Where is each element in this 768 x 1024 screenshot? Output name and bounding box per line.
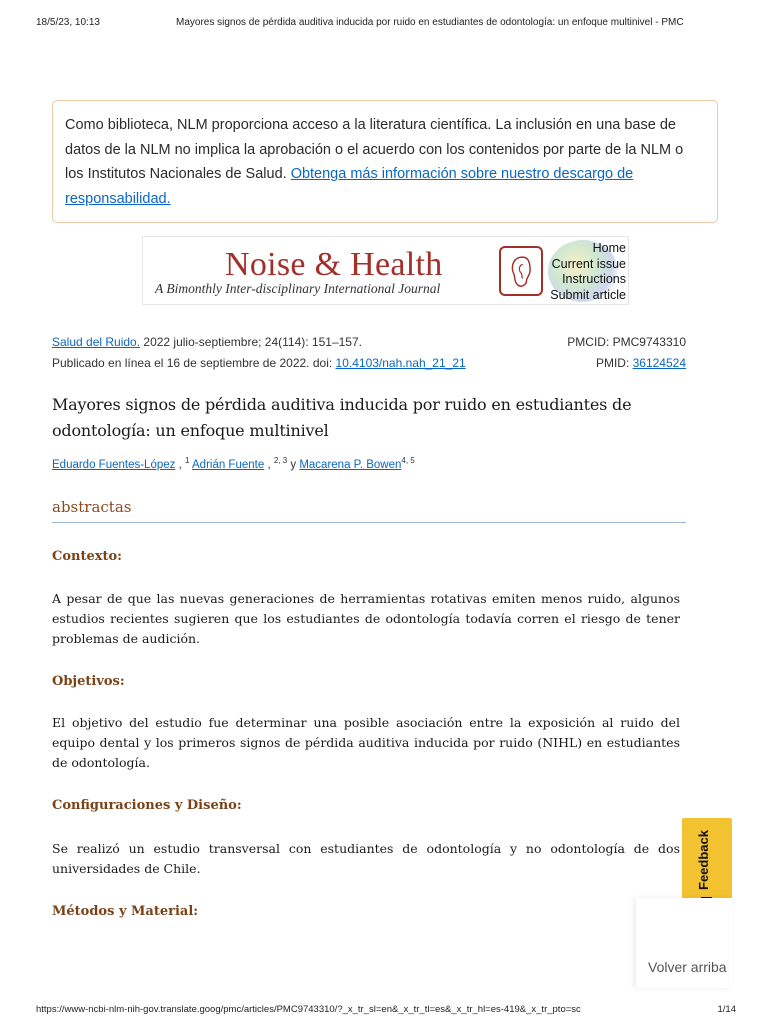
print-date: 18/5/23, 10:13 bbox=[36, 17, 100, 28]
journal-title: Noise & Health bbox=[225, 246, 443, 283]
pmid-label: PMID: bbox=[595, 356, 633, 370]
print-page-number: 1/14 bbox=[717, 1004, 736, 1015]
section-paragraph: A pesar de que las nuevas generaciones de herramientas rotativas emiten menos ruido, algunos estudios recientes sugieren que los estudiantes de odontología todavía corren el riesgo de tener problemas de audición. bbox=[52, 591, 680, 646]
back-to-top-button[interactable] bbox=[636, 898, 732, 988]
abstract-heading: abstractas bbox=[52, 498, 686, 523]
and-word: y bbox=[287, 458, 300, 471]
doi-link[interactable]: 10.4103/nah.nah_21_21 bbox=[335, 356, 466, 370]
print-url: https://www-ncbi-nlm-nih-gov.translate.goog/pmc/articles/PMC9743310/?_x_tr_sl=en&_x_tr_tl=es&_x_tr_hl=es-419&_x_tr_pto=sc bbox=[36, 1004, 581, 1015]
section-heading: Configuraciones y Diseño: bbox=[52, 798, 242, 813]
ear-icon bbox=[499, 246, 543, 296]
section-heading: Métodos y Material: bbox=[52, 904, 199, 919]
nav-home[interactable]: Home bbox=[592, 241, 626, 255]
author-affiliation[interactable]: 4, 5 bbox=[401, 456, 415, 465]
back-to-top-label: Volver arriba bbox=[648, 959, 727, 975]
journal-link[interactable]: Salud del Ruido. bbox=[52, 335, 141, 349]
section-paragraph: Se realizó un estudio transversal con estudiantes de odontología y no odontología de dos universidades de Chile. bbox=[52, 841, 680, 876]
pmcid: PMCID: PMC9743310 bbox=[567, 335, 686, 349]
author-link[interactable]: Macarena P. Bowen bbox=[299, 458, 402, 471]
nav-current-issue[interactable]: Current issue bbox=[551, 256, 626, 271]
published-date: Publicado en línea el 16 de septiembre de 2022. doi: bbox=[52, 356, 336, 370]
article-title: Mayores signos de pérdida auditiva inducida por ruido en estudiantes de odontología: un enfoque multinivel bbox=[52, 395, 632, 440]
disclaimer-box bbox=[52, 100, 718, 223]
journal-subtitle: A Bimonthly Inter-disciplinary International Journal bbox=[155, 281, 441, 296]
author-link[interactable]: Adrián Fuente bbox=[192, 458, 265, 471]
section-paragraph: El objetivo del estudio fue determinar una posible asociación entre la exposición al ruido del equipo dental y los primeros signos de pérdida auditiva inducida por ruido (NIHL) en estudiantes de odontología. bbox=[52, 715, 680, 770]
author-separator: , bbox=[175, 458, 185, 471]
section-heading: Contexto: bbox=[52, 549, 122, 564]
pmid-link[interactable]: 36124524 bbox=[632, 356, 686, 370]
author-separator: , bbox=[264, 458, 274, 471]
journal-nav bbox=[550, 241, 626, 303]
author-affiliation[interactable]: 1 bbox=[184, 456, 190, 465]
journal-banner[interactable] bbox=[142, 236, 629, 305]
disclaimer-text: Como biblioteca, NLM proporciona acceso a la literatura científica. La inclusión en una base de datos de la NLM no implica la aprobación o el acuerdo con los contenidos por parte de la NLM o los Institutos Nacionales de Salud. bbox=[65, 117, 684, 182]
nav-instructions[interactable]: Instructions bbox=[562, 272, 626, 286]
citation-block bbox=[52, 334, 686, 376]
issue-info: 2022 julio-septiembre; 24(114): 151–157. bbox=[140, 335, 362, 349]
author-affiliation[interactable]: 2, 3 bbox=[273, 456, 288, 465]
nav-submit-article[interactable]: Submit article bbox=[550, 287, 626, 302]
feedback-label: Feedback bbox=[696, 830, 711, 890]
author-link[interactable]: Eduardo Fuentes-López bbox=[52, 458, 176, 471]
disclaimer-link[interactable]: Obtenga más información sobre nuestro descargo de responsabilidad. bbox=[65, 166, 634, 207]
author-list bbox=[52, 456, 415, 471]
section-heading: Objetivos: bbox=[52, 674, 125, 689]
print-title: Mayores signos de pérdida auditiva inducida por ruido en estudiantes de odontología: un enfoque multinivel - PMC bbox=[176, 17, 684, 28]
